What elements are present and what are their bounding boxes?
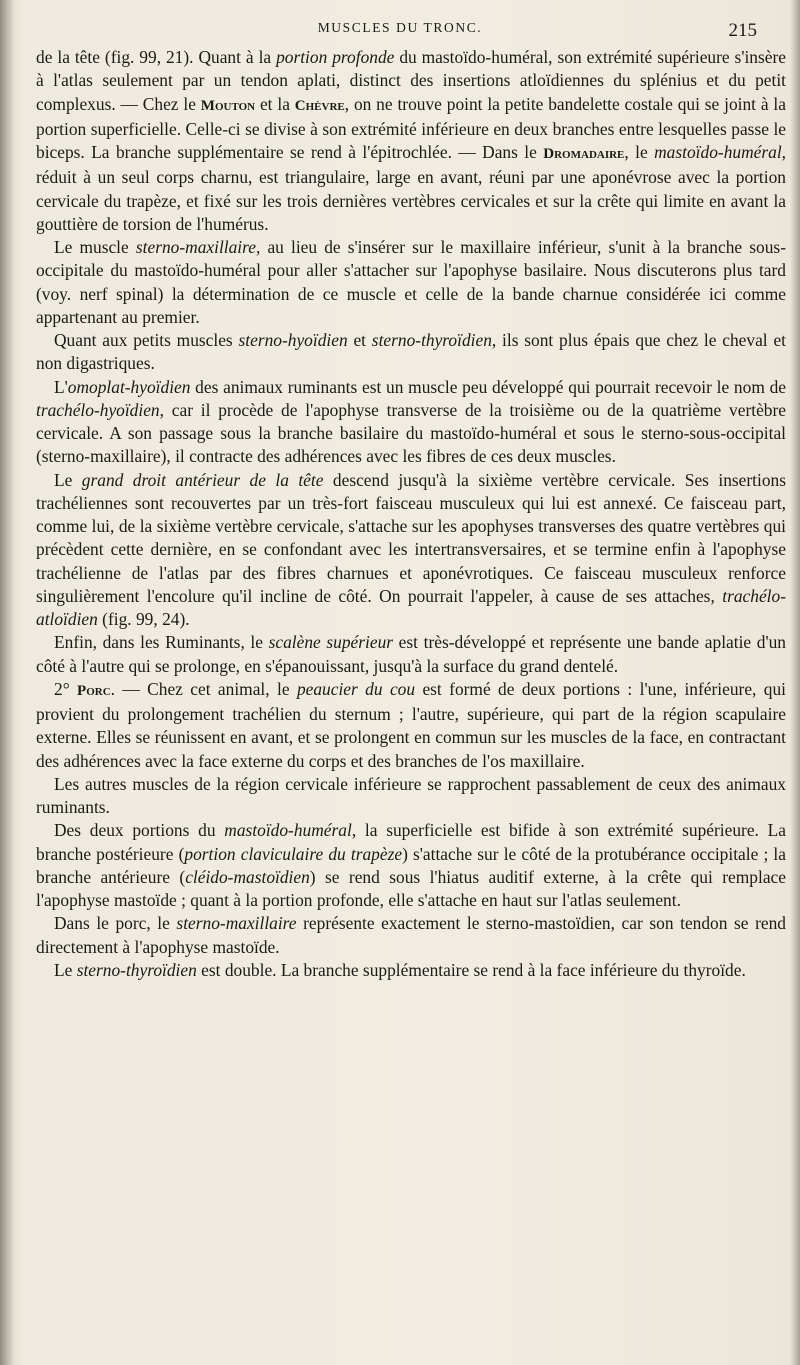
animal-name: Porc — [77, 682, 111, 699]
italic-term: mastoïdo-huméral — [224, 820, 352, 841]
paragraph — [36, 46, 786, 236]
italic-term: portion profonde — [276, 47, 395, 67]
paragraph — [36, 773, 786, 820]
text-run: (fig. 99, 24). — [97, 609, 190, 629]
text-run: , le — [624, 142, 655, 162]
book-binding-shadow — [0, 0, 14, 1365]
italic-term: trachélo-atloïdien — [36, 585, 786, 629]
page-edge-shadow — [790, 0, 800, 1365]
paragraph — [36, 236, 786, 329]
text-run: Le — [54, 469, 82, 490]
paragraph — [36, 631, 786, 678]
text-run: L' — [54, 376, 68, 397]
italic-term: sterno-thyroïdien — [371, 330, 492, 350]
animal-name: Mouton — [200, 97, 256, 114]
text-run: est double. La branche supplémentaire se rend à la face inférieure du thyroïde. — [196, 959, 746, 980]
text-run: descend jusqu'à la sixième vertèbre cervicale. Ses insertions trachéliennes sont recouvertes par un très-fort faisceau musculeux qui lui est annexé. Ce faisceau part, comme lui, de la sixième vertèbre cervicale, s'attache sur les apophyses transverses des quatre vertèbres qui précèdent cette dernière, en se confondant avec les intertransversaires, et se termine enfin à l'apophyse trachélienne de l'atlas par des fibres charnues et aponévrotiques. Ce faisceau musculeux renforce singulièrement l'encolure qu'il incline de côté. On pourrait l'appeler, à cause de ses attaches, — [36, 469, 786, 606]
text-run: , car il procède de l'apophyse transverse de la troisième ou de la quatrième vertèbre cervicale. A son passage sous la branche basilaire du mastoïdo-huméral et sous le sterno-sous-occipital (sterno-maxillaire), il contracte des adhérences avec les fibres de ces deux muscles. — [36, 399, 786, 467]
italic-term: scalène supérieur — [268, 632, 394, 653]
italic-term: peaucier du cou — [296, 678, 416, 699]
text-run: représente exactement le sterno-mastoïdien, car son tendon se rend directement à l'apophyse mastoïde. — [36, 913, 786, 957]
text-run: Des deux portions du — [54, 820, 225, 841]
italic-term: trachélo-hyoïdien — [36, 399, 160, 420]
running-head: MUSCLES DU TRONC. — [317, 20, 483, 35]
text-run: , réduit à un seul corps charnu, est triangulaire, large en avant, réuni par une aponévrose avec la portion cervicale du trapèze, et fixé sur les trois dernières vertèbres cervicales et sur la crête qui limite en avant la gouttière de torsion de l'humérus. — [36, 142, 787, 234]
text-run: 2° — [54, 678, 78, 699]
paragraph — [36, 469, 786, 632]
text-run: , au lieu de s'insérer sur le maxillaire inférieur, s'unit à la branche sous-occipitale du mastoïdo-huméral pour aller s'attacher sur l'apophyse basilaire. Nous discuterons plus tard (voy. nerf spinal) la détermination de ce muscle et celle de la bande charnue considérée ici comme appartenant au premier. — [36, 237, 786, 327]
text-run: Dans le porc, le — [54, 913, 177, 934]
text-run: Le — [54, 959, 77, 980]
italic-term: mastoïdo-huméral — [654, 142, 782, 162]
italic-term: cléido-mastoïdien — [185, 866, 310, 887]
text-run: du mastoïdo-huméral, son extrémité supérieure s'insère à l'atlas seulement par un tendon aplati, distinct des insertions atloïdiennes du splénius et du petit complexus. — Chez le — [36, 47, 786, 114]
italic-term: sterno-maxillaire — [176, 913, 297, 934]
text-run: de la tête (fig. 99, 21). Quant à la — [36, 47, 277, 67]
paragraph — [36, 329, 786, 376]
text-run: est formé de deux portions : l'une, inférieure, qui provient du prolongement trachélien du sternum ; l'autre, supérieure, qui part de la région scapulaire externe. Elles se réunissent en avant, et se prolongent en commun sur les muscles de la face, en contractant des adhérences avec la face externe du corps et des branches de l'os maxillaire. — [36, 678, 786, 771]
paragraph — [36, 678, 786, 773]
text-run: est très-développé et représente une bande aplatie d'un côté à l'autre qui se prolonge, en s'épanouissant, jusqu'à la surface du grand dentelé. — [36, 632, 786, 676]
paragraph — [36, 819, 786, 912]
animal-name: Chèvre — [294, 97, 345, 114]
text-run: des animaux ruminants est un muscle peu développé qui pourrait recevoir le nom de — [190, 376, 786, 397]
paragraph — [36, 912, 786, 959]
italic-term: sterno-maxillaire — [135, 237, 256, 257]
italic-term: omoplat-hyoïdien — [67, 376, 191, 397]
text-run: Quant aux petits muscles — [54, 330, 239, 350]
page-number: 215 — [728, 20, 757, 41]
page-header — [0, 20, 800, 42]
paragraph — [36, 959, 786, 982]
italic-term: sterno-thyroïdien — [76, 959, 197, 980]
italic-term: grand droit antérieur de la tête — [81, 469, 324, 490]
body-text — [36, 46, 786, 982]
text-run: et la — [255, 93, 295, 114]
text-run: Le muscle — [54, 237, 136, 257]
italic-term: sterno-hyoïdien — [238, 330, 348, 350]
italic-term: portion claviculaire du trapèze — [184, 843, 403, 864]
text-run: et — [347, 330, 372, 350]
text-run: , ils sont plus épais que chez le cheval et non digastriques. — [36, 330, 786, 374]
text-run: ) se rend sous l'hiatus auditif externe, à la crête qui remplace l'apophyse mastoïde ; quant à la portion profonde, elle s'attache en haut sur l'atlas seulement. — [36, 866, 786, 910]
paragraph — [36, 376, 786, 469]
text-run: Les autres muscles de la région cervicale inférieure se rapprochent passablement de ceux des animaux ruminants. — [36, 773, 786, 817]
animal-name: Dromadaire — [543, 146, 625, 162]
text-run: , la superficielle est bifide à son extrémité supérieure. La branche postérieure ( — [36, 820, 786, 864]
text-run: ) s'attache sur le côté de la protubérance occipitale ; la branche antérieure ( — [36, 843, 786, 887]
text-run: Enfin, dans les Ruminants, le — [54, 632, 269, 653]
text-run: , on ne trouve point la petite bandelette costale qui se joint à la portion superficielle. Celle-ci se divise à son extrémité inférieure en deux branches entre lesquelles passe le biceps. La branche supplémentaire se rend à l'épitrochlée. — Dans le — [36, 93, 786, 162]
text-run: . — Chez cet animal, le — [110, 678, 297, 699]
